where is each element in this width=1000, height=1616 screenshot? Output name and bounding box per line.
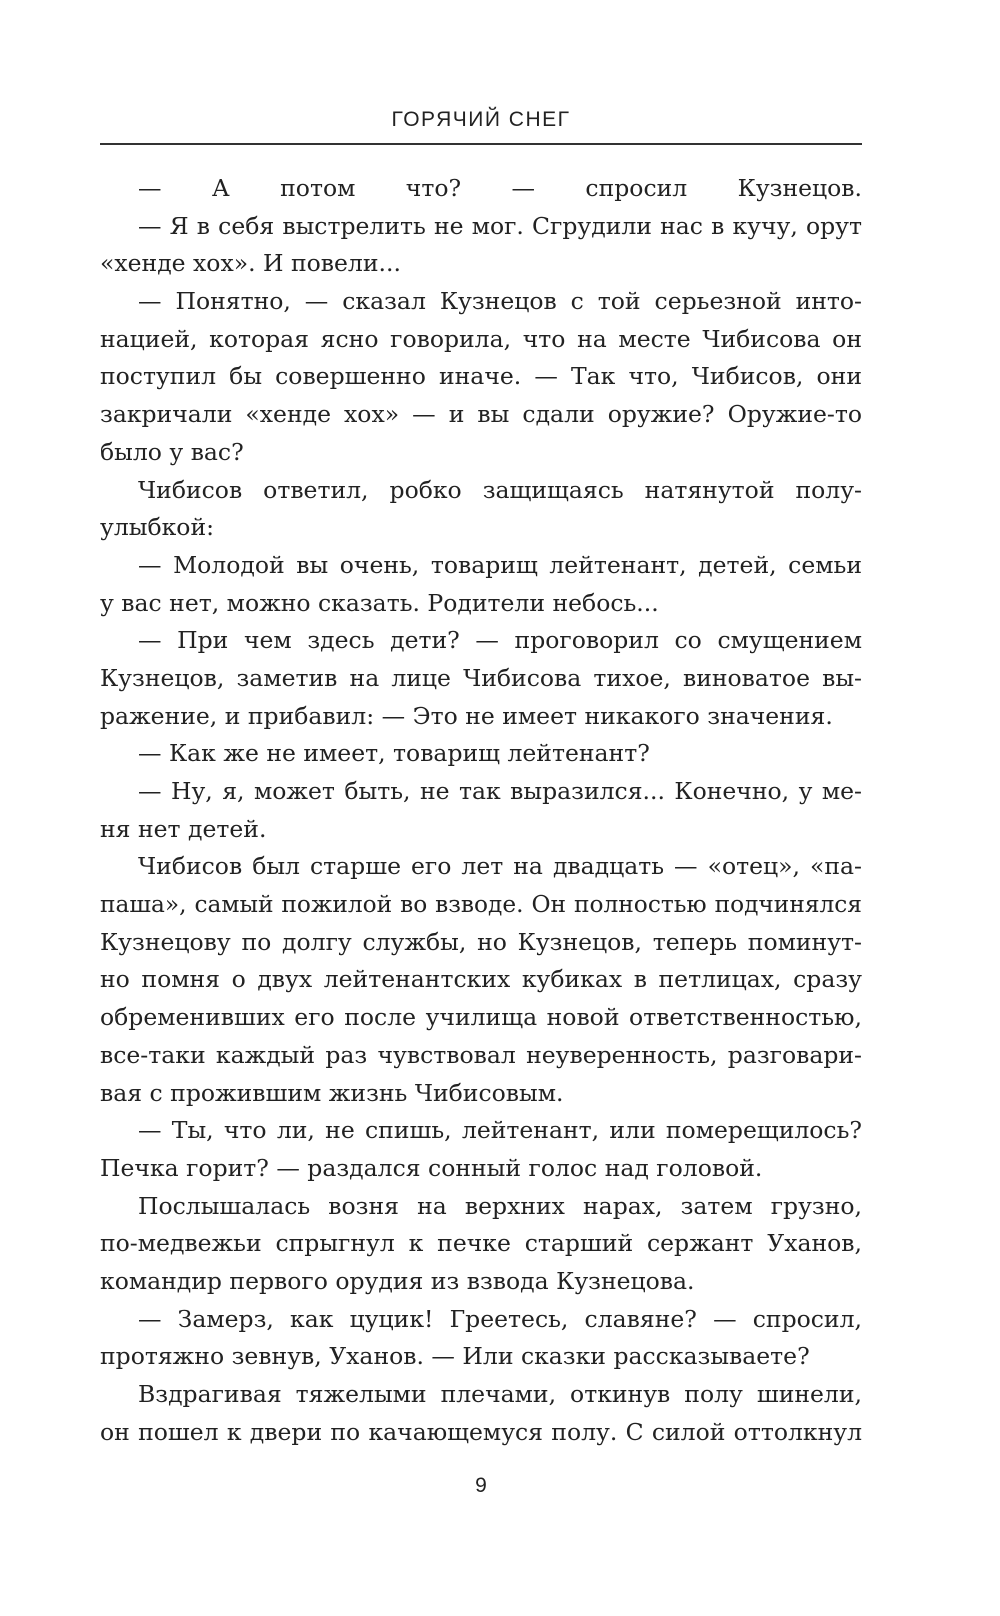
- text-line: протяжно зевнув, Уханов. — Или сказки рассказываете?: [100, 1342, 810, 1371]
- header-rule: [100, 143, 862, 145]
- text-line: улыбкой:: [100, 513, 215, 542]
- text-line: — Замерз, как цуцик! Греетесь, славяне? — спросил,: [138, 1304, 862, 1333]
- text-line: Чибисов ответил, робко защищаясь натянутой полу-: [138, 475, 862, 504]
- text-line: все-таки каждый раз чувствовал неуверенность, разговари-: [100, 1040, 862, 1069]
- text-line: Печка горит? — раздался сонный голос над головой.: [100, 1153, 763, 1182]
- text-line: нацией, которая ясно говорила, что на месте Чибисова он: [100, 324, 862, 353]
- text-line: командир первого орудия из взвода Кузнецова.: [100, 1266, 695, 1295]
- text-line: Послышалась возня на верхних нарах, затем грузно,: [138, 1191, 862, 1220]
- text-line: по-медвежьи спрыгнул к печке старший сержант Уханов,: [100, 1229, 862, 1258]
- body-text: [100, 170, 862, 1451]
- text-line: — А потом что? — спросил Кузнецов.: [138, 174, 862, 202]
- text-line: — Понятно, — сказал Кузнецов с той серьезной инто-: [138, 287, 862, 316]
- text-line: «хенде хох». И повели...: [100, 249, 401, 278]
- text-line: поступил бы совершенно иначе. — Так что, Чибисов, они: [100, 362, 862, 391]
- text-line: обременивших его после училища новой ответственностью,: [100, 1003, 862, 1032]
- text-line: — Ну, я, может быть, не так выразился... Конечно, у ме-: [138, 777, 862, 805]
- text-line: паша», самый пожилой во взводе. Он полностью подчинялся: [100, 891, 862, 919]
- text-line: — Ты, что ли, не спишь, лейтенант, или померещилось?: [138, 1116, 862, 1145]
- text-line: Чибисов был старше его лет на двадцать — «отец», «па-: [138, 852, 862, 881]
- text-line: — При чем здесь дети? — проговорил со смущением: [138, 626, 862, 655]
- text-line: закричали «хенде хох» — и вы сдали оружие? Оружие-то: [100, 400, 862, 429]
- text-line: — Молодой вы очень, товарищ лейтенант, детей, семьи: [138, 550, 862, 579]
- page-number: 9: [475, 1474, 487, 1497]
- running-header: ГОРЯЧИЙ СНЕГ: [391, 108, 571, 131]
- text-line: ражение, и прибавил: — Это не имеет никакого значения.: [100, 701, 833, 730]
- text-line: было у вас?: [100, 437, 244, 466]
- text-line: — Я в себя выстрелить не мог. Сгрудили нас в кучу, орут: [138, 211, 862, 240]
- text-line: — Как же не имеет, товарищ лейтенант?: [138, 739, 650, 768]
- text-line: Кузнецову по долгу службы, но Кузнецов, теперь поминут-: [100, 927, 862, 956]
- text-line: ня нет детей.: [100, 814, 267, 843]
- text-line: вая с прожившим жизнь Чибисовым.: [100, 1078, 564, 1107]
- text-line: Вздрагивая тяжелыми плечами, откинув полу шинели,: [138, 1380, 862, 1408]
- text-line: он пошел к двери по качающемуся полу. С силой оттолкнул: [100, 1417, 862, 1446]
- text-line: но помня о двух лейтенантских кубиках в петлицах, сразу: [100, 965, 862, 994]
- text-line: у вас нет, можно сказать. Родители небось...: [100, 588, 659, 617]
- text-line: Кузнецов, заметив на лице Чибисова тихое, виноватое вы-: [100, 663, 862, 692]
